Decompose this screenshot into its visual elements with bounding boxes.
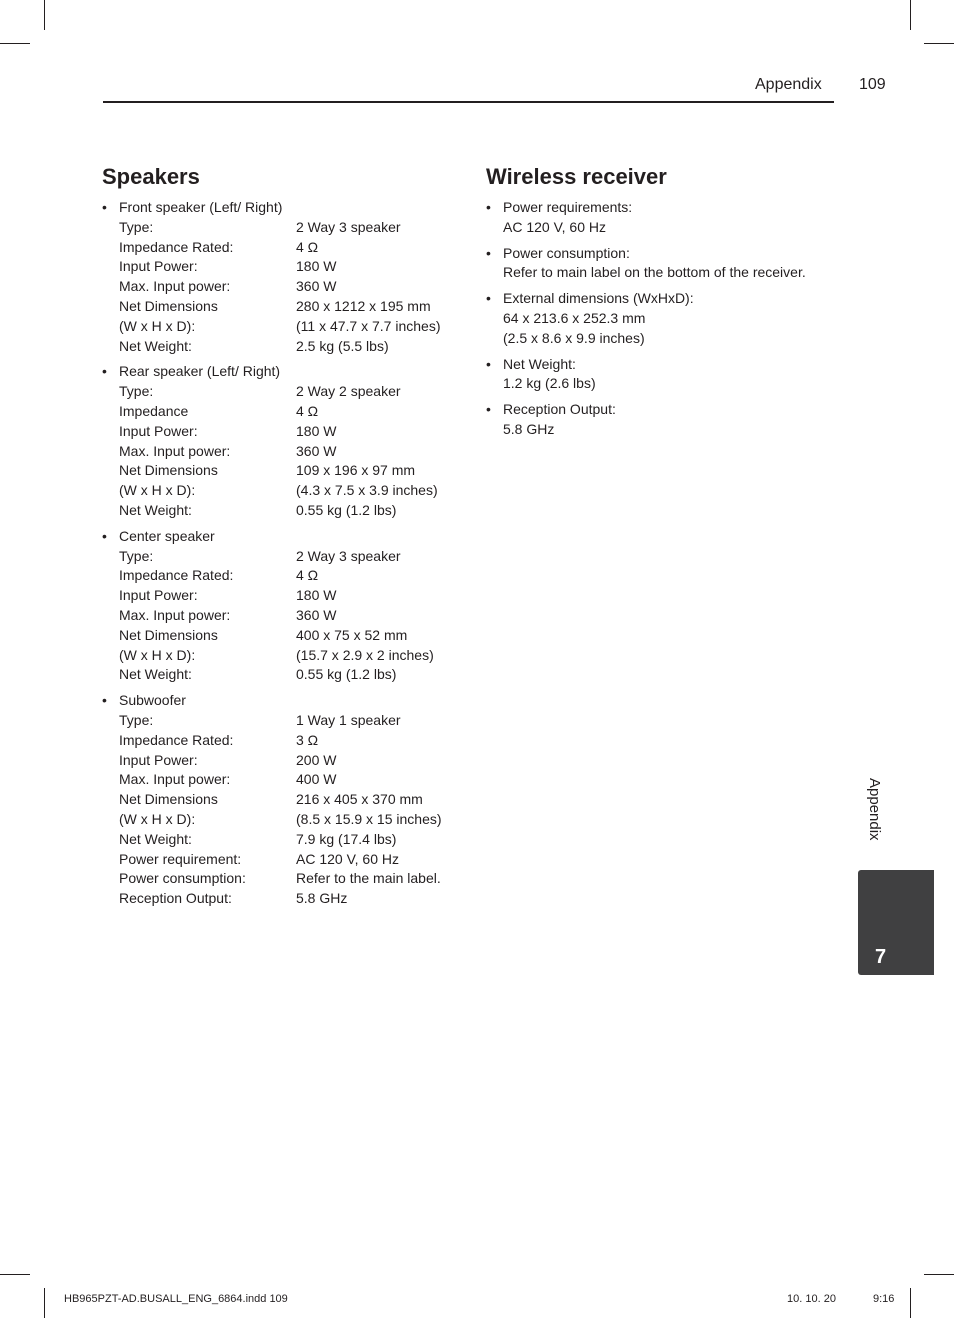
- spec-label: Impedance: [119, 402, 189, 419]
- spec-label: Net Weight:: [503, 355, 576, 372]
- spec-value: (2.5 x 8.6 x 9.9 inches): [503, 329, 645, 346]
- bullet-icon: •: [102, 363, 107, 380]
- spec-value: 360 W: [296, 442, 337, 459]
- spec-label: Reception Output:: [119, 890, 232, 907]
- crop-mark: [0, 1274, 30, 1275]
- spec-value: 200 W: [296, 751, 337, 768]
- spec-row: [119, 751, 462, 771]
- spec-value: Refer to main label on the bottom of the receiver.: [503, 264, 806, 281]
- spec-label: Net Weight:: [119, 337, 192, 354]
- spec-row: [119, 501, 462, 521]
- spec-label: Type:: [119, 547, 154, 564]
- spec-row: [119, 337, 462, 357]
- spec-label: (W x H x D):: [119, 646, 196, 663]
- speaker-group: [102, 362, 462, 520]
- spec-label: (W x H x D):: [119, 482, 196, 499]
- spec-label: Net Weight:: [119, 666, 192, 683]
- crop-mark: [910, 0, 911, 30]
- chapter-number: 7: [875, 946, 887, 968]
- speaker-group-name: Subwoofer: [119, 692, 186, 709]
- spec-row: [119, 422, 462, 442]
- spec-row: [119, 317, 462, 337]
- spec-label: Power consumption:: [119, 870, 246, 887]
- spec-row: [119, 277, 462, 297]
- spec-label: Impedance Rated:: [119, 238, 234, 255]
- spec-row: [119, 461, 462, 481]
- crop-mark: [0, 43, 30, 44]
- spec-row: [119, 566, 462, 586]
- speaker-group-name: Center speaker: [119, 527, 215, 544]
- spec-row: [119, 218, 462, 238]
- bullet-icon: •: [486, 355, 491, 372]
- crop-mark: [910, 1288, 911, 1318]
- spec-value: 360 W: [296, 606, 337, 623]
- spec-row: [119, 731, 462, 751]
- spec-label: Max. Input power:: [119, 771, 231, 788]
- wireless-receiver-heading: Wireless receiver: [486, 164, 667, 189]
- spec-row: [119, 869, 462, 889]
- spec-row: [119, 711, 462, 731]
- spec-label: Input Power:: [119, 587, 198, 604]
- spec-label: Impedance Rated:: [119, 731, 234, 748]
- spec-value: 216 x 405 x 370 mm: [296, 791, 423, 808]
- spec-value: 64 x 213.6 x 252.3 mm: [503, 309, 646, 326]
- bullet-icon: •: [102, 527, 107, 544]
- spec-value: (4.3 x 7.5 x 3.9 inches): [296, 482, 438, 499]
- footer-date: 10. 10. 20: [787, 1293, 836, 1305]
- footer-time: 9:16: [873, 1293, 895, 1305]
- spec-row: [119, 810, 462, 830]
- spec-label: Max. Input power:: [119, 442, 231, 459]
- spec-label: Power requirements:: [503, 199, 633, 215]
- bullet-icon: •: [486, 244, 491, 261]
- crop-mark: [44, 1288, 45, 1318]
- spec-value: 5.8 GHz: [503, 420, 555, 437]
- speakers-spec-list: [102, 198, 462, 915]
- spec-label: Reception Output:: [503, 401, 616, 418]
- spec-row: [119, 770, 462, 790]
- spec-value: 7.9 kg (17.4 lbs): [296, 830, 397, 847]
- speakers-heading: Speakers: [102, 164, 200, 189]
- speaker-group: [102, 527, 462, 685]
- spec-value: 400 x 75 x 52 mm: [296, 626, 408, 643]
- spec-label: Net Weight:: [119, 830, 192, 847]
- footer-file-name: HB965PZT-AD.BUSALL_ENG_6864.indd 109: [64, 1293, 288, 1305]
- bullet-icon: •: [102, 199, 107, 215]
- speaker-group-name: Front speaker (Left/ Right): [119, 199, 283, 215]
- wireless-spec-list: [486, 198, 846, 446]
- page-number: 109: [859, 76, 886, 93]
- spec-value: 180 W: [296, 258, 337, 275]
- speaker-group: [102, 198, 462, 356]
- spec-label: Net Dimensions: [119, 297, 218, 314]
- spec-value: 360 W: [296, 278, 337, 295]
- spec-row: [119, 665, 462, 685]
- spec-label: Max. Input power:: [119, 278, 231, 295]
- spec-row: [119, 889, 462, 909]
- spec-label: Power requirement:: [119, 850, 242, 867]
- spec-row: [119, 238, 462, 258]
- bullet-icon: •: [486, 401, 491, 418]
- spec-value: 0.55 kg (1.2 lbs): [296, 501, 397, 518]
- spec-label: Power consumption:: [503, 244, 630, 261]
- spec-label: (W x H x D):: [119, 810, 196, 827]
- spec-value: 180 W: [296, 422, 337, 439]
- spec-label: Input Power:: [119, 258, 198, 275]
- spec-label: External dimensions (WxHxD):: [503, 290, 694, 307]
- spec-row: [119, 626, 462, 646]
- spec-label: Net Dimensions: [119, 626, 218, 643]
- spec-value: 1 Way 1 speaker: [296, 711, 401, 728]
- spec-row: [119, 382, 462, 402]
- spec-value: Refer to the main label.: [296, 870, 441, 887]
- spec-value: AC 120 V, 60 Hz: [503, 218, 606, 235]
- spec-label: Input Power:: [119, 422, 198, 439]
- wireless-spec-item: [486, 198, 846, 238]
- spec-value: 2.5 kg (5.5 lbs): [296, 337, 389, 354]
- bullet-icon: •: [486, 199, 491, 215]
- spec-label: Type:: [119, 711, 154, 728]
- wireless-spec-item: [486, 289, 846, 348]
- spec-row: [119, 481, 462, 501]
- spec-value: 2 Way 3 speaker: [296, 547, 401, 564]
- wireless-spec-item: [486, 244, 846, 284]
- spec-value: 4 Ω: [296, 402, 319, 419]
- spec-value: (15.7 x 2.9 x 2 inches): [296, 646, 434, 663]
- spec-value: 109 x 196 x 97 mm: [296, 462, 416, 479]
- spec-value: 2 Way 2 speaker: [296, 383, 401, 400]
- header-rule: [103, 101, 834, 103]
- spec-label: Input Power:: [119, 751, 198, 768]
- spec-value: 3 Ω: [296, 731, 319, 748]
- spec-row: [119, 402, 462, 422]
- spec-row: [119, 257, 462, 277]
- spec-row: [119, 547, 462, 567]
- spec-row: [119, 297, 462, 317]
- spec-value: 400 W: [296, 771, 337, 788]
- spec-value: (11 x 47.7 x 7.7 inches): [296, 317, 441, 334]
- spec-value: 0.55 kg (1.2 lbs): [296, 666, 397, 683]
- spec-label: (W x H x D):: [119, 317, 196, 334]
- spec-label: Net Weight:: [119, 501, 192, 518]
- running-header-title: Appendix: [755, 76, 822, 93]
- crop-mark: [44, 0, 45, 30]
- spec-row: [119, 442, 462, 462]
- spec-label: Net Dimensions: [119, 791, 218, 808]
- spec-value: (8.5 x 15.9 x 15 inches): [296, 810, 442, 827]
- spec-value: 4 Ω: [296, 567, 319, 584]
- spec-value: 180 W: [296, 587, 337, 604]
- spec-label: Net Dimensions: [119, 462, 218, 479]
- spec-label: Type:: [119, 218, 154, 235]
- spec-row: [119, 850, 462, 870]
- wireless-spec-item: [486, 400, 846, 440]
- spec-value: 1.2 kg (2.6 lbs): [503, 375, 596, 392]
- spec-row: [119, 606, 462, 626]
- spec-value: 4 Ω: [296, 238, 319, 255]
- spec-row: [119, 646, 462, 666]
- spec-value: 2 Way 3 speaker: [296, 218, 401, 235]
- bullet-icon: •: [102, 692, 107, 709]
- crop-mark: [924, 1274, 954, 1275]
- crop-mark: [924, 43, 954, 44]
- spec-value: 280 x 1212 x 195 mm: [296, 297, 431, 314]
- speaker-group: [102, 691, 462, 909]
- spec-value: 5.8 GHz: [296, 890, 348, 907]
- wireless-spec-item: [486, 355, 846, 395]
- bullet-icon: •: [486, 290, 491, 307]
- spec-label: Max. Input power:: [119, 606, 231, 623]
- spec-row: [119, 586, 462, 606]
- spec-row: [119, 830, 462, 850]
- spec-row: [119, 790, 462, 810]
- spec-label: Type:: [119, 383, 154, 400]
- chapter-tab: [858, 870, 934, 975]
- side-tab-label: Appendix: [866, 778, 883, 841]
- spec-label: Impedance Rated:: [119, 567, 234, 584]
- spec-value: AC 120 V, 60 Hz: [296, 850, 399, 867]
- speaker-group-name: Rear speaker (Left/ Right): [119, 363, 281, 380]
